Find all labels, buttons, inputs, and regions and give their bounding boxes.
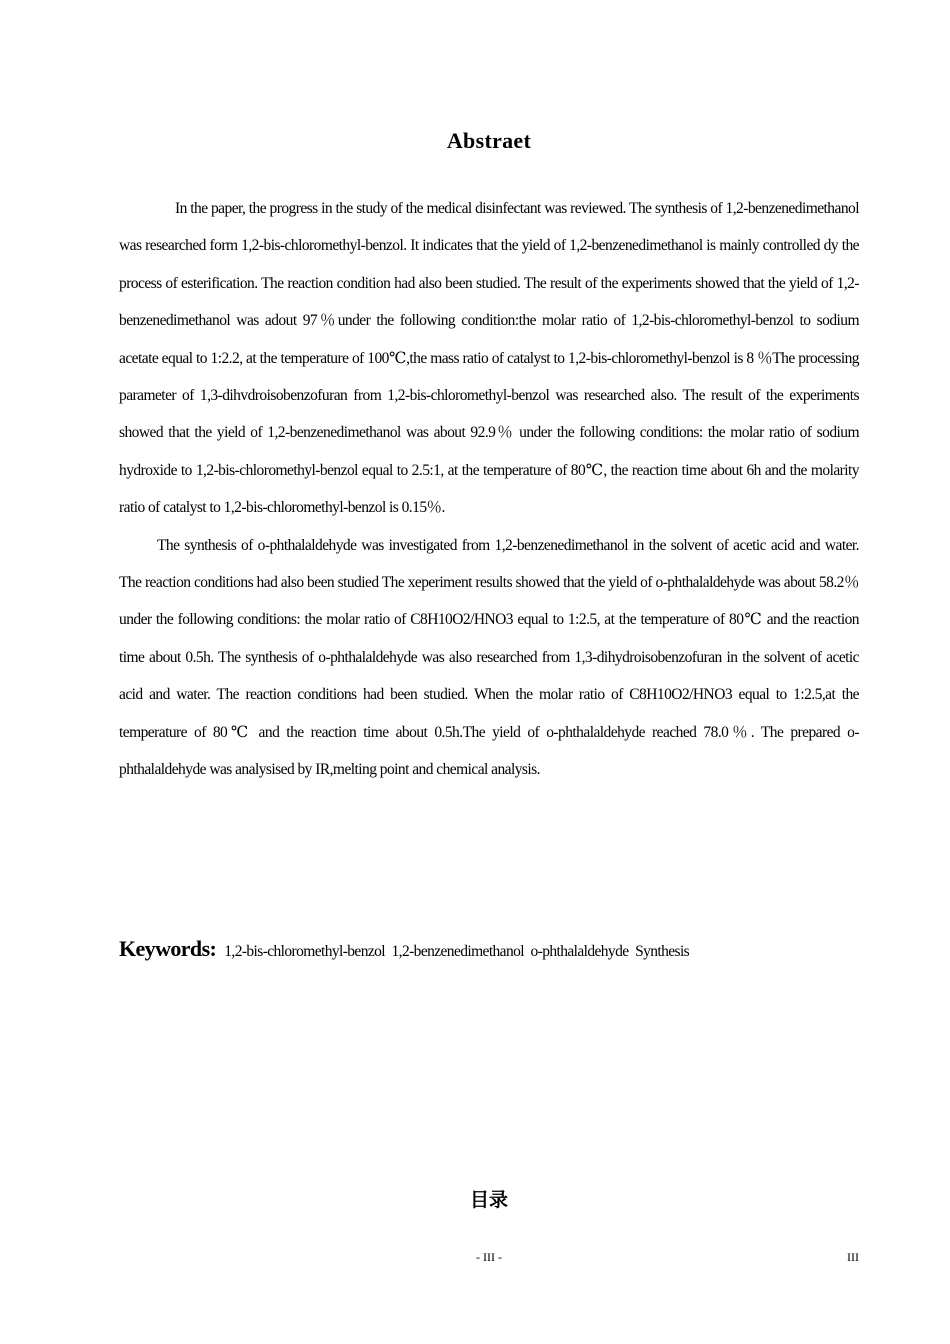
abstract-paragraph-2: The synthesis of o-phthalaldehyde was investigated from 1,2-benzenedimethanol in the solvent of acetic acid and water. The reaction conditions had also been studied The xeperiment results showed that the yield of o-phthalaldehyde was about 58.2％ under the following conditions: the molar ratio of C8H10O2/HNO3 equal to 1:2.5, at the temperature of 80℃ and the reaction time about 0.5h. The synthesis of o-phthalaldehyde was also researched from 1,3-dihydroisobenzofuran in the solvent of acetic acid and water. The reaction conditions had been studied. When the molar ratio of C8H10O2/HNO3 equal to 1:2.5,at the temperature of 80℃ and the reaction time about 0.5h.The yield of o-phthalaldehyde reached 78.0％. The prepared o-phthalaldehyde was analysised by IR,melting point and chemical analysis. <box>119 536 859 779</box>
keywords-terms: 1,2-bis-chloromethyl-benzol 1,2-benzenedimethanol o-phthalaldehyde Synthesis <box>224 943 690 960</box>
abstract-title: Abstraet <box>446 128 532 153</box>
keywords-line <box>119 936 859 962</box>
abstract-body <box>119 190 859 789</box>
keywords-label: Keywords: <box>119 936 217 961</box>
toc-heading: 目录 <box>469 1189 508 1211</box>
abstract-paragraph-1: In the paper, the progress in the study of the medical disinfectant was reviewed. The synthesis of 1,2-benzenedimethanol was researched form 1,2-bis-chloromethyl-benzol. It indicates that the yield of 1,2-benzenedimethanol is mainly controlled dy the process of esterification. The reaction condition had also been studied. The result of the experiments showed that the yield of 1,2-benzenedimethanol was adout 97％under the following condition:the molar ratio of 1,2-bis-chloromethyl-benzol to sodium acetate equal to 1:2.2, at the temperature of 100℃,the mass ratio of catalyst to 1,2-bis-chloromethyl-benzol is 8 ％The processing parameter of 1,3-dihvdroisobenzofuran from 1,2-bis-chloromethyl-benzol was researched also. The result of the experiments showed that the yield of 1,2-benzenedimethanol was about 92.9％ under the following conditions: the molar ratio of sodium hydroxide to 1,2-bis-chloromethyl-benzol equal to 2.5:1, at the temperature of 80℃, the reaction time about 6h and the molarity ratio of catalyst to 1,2-bis-chloromethyl-benzol is 0.15％. <box>119 200 859 517</box>
page-number-center: - III - <box>476 1250 502 1264</box>
page-number-right: III <box>847 1250 859 1264</box>
